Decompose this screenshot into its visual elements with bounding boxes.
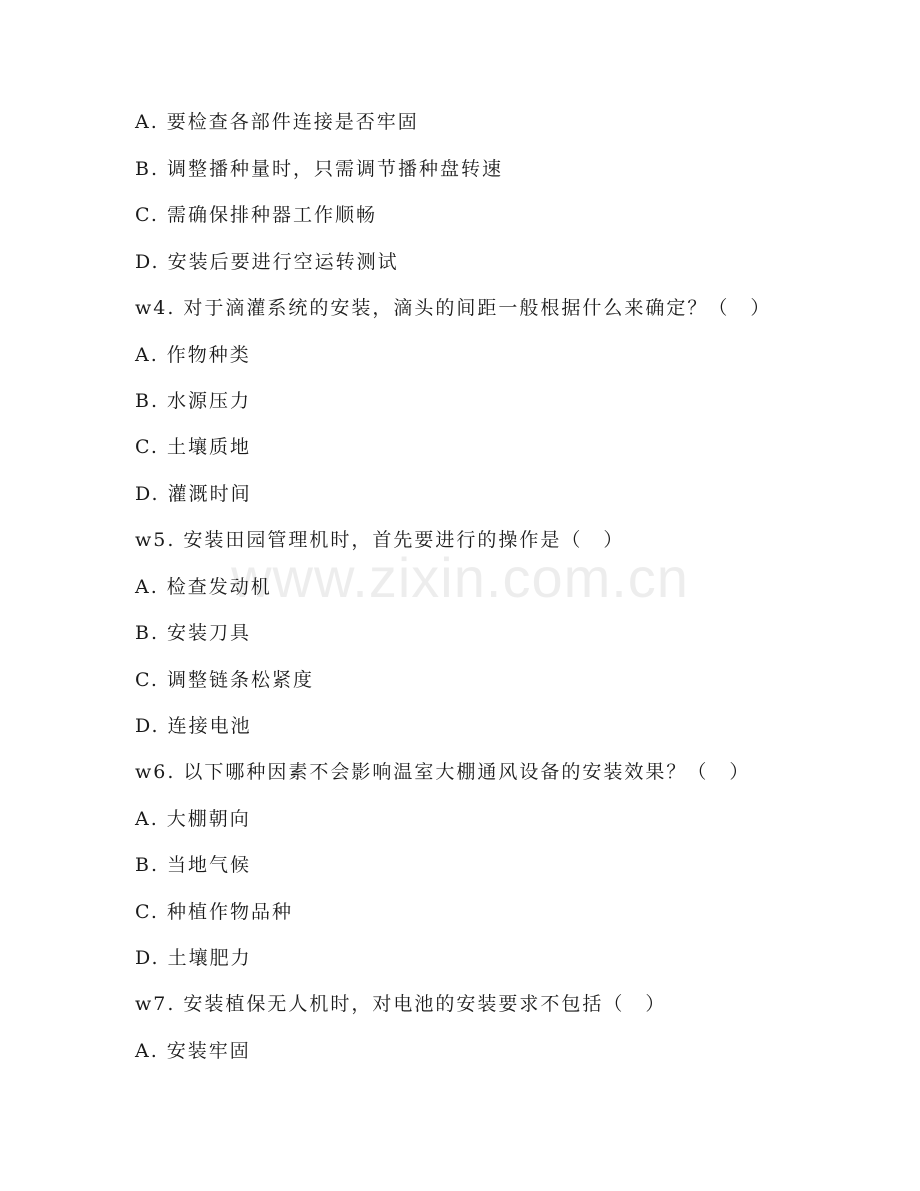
option-a: A. 安装牢固	[135, 1040, 251, 1062]
option-c: C. 调整链条松紧度	[135, 669, 314, 691]
option-a: A. 检查发动机	[135, 576, 272, 598]
option-b: B. 调整播种量时，只需调节播种盘转速	[135, 158, 504, 180]
option-d: D. 灌溉时间	[135, 483, 252, 505]
option-d: D. 土壤肥力	[135, 947, 252, 969]
question-w7: w7. 安装植保无人机时，对电池的安装要求不包括（ ）	[135, 993, 667, 1015]
option-c: C. 需确保排种器工作顺畅	[135, 204, 377, 226]
option-a: A. 大棚朝向	[135, 808, 251, 830]
option-c: C. 种植作物品种	[135, 901, 293, 923]
option-a: A. 要检查各部件连接是否牢固	[135, 111, 419, 133]
option-a: A. 作物种类	[135, 344, 251, 366]
option-c: C. 土壤质地	[135, 436, 251, 458]
option-d: D. 安装后要进行空运转测试	[135, 251, 399, 273]
question-w6: w6. 以下哪种因素不会影响温室大棚通风设备的安装效果？（ ）	[135, 761, 751, 783]
option-b: B. 当地气候	[135, 854, 252, 876]
option-b: B. 安装刀具	[135, 622, 252, 644]
watermark: www.zixin.com.cn	[231, 546, 689, 609]
option-d: D. 连接电池	[135, 715, 252, 737]
question-w4: w4. 对于滴灌系统的安装，滴头的间距一般根据什么来确定？（ ）	[135, 297, 772, 319]
question-w5: w5. 安装田园管理机时，首先要进行的操作是（ ）	[135, 529, 625, 551]
option-b: B. 水源压力	[135, 390, 252, 412]
